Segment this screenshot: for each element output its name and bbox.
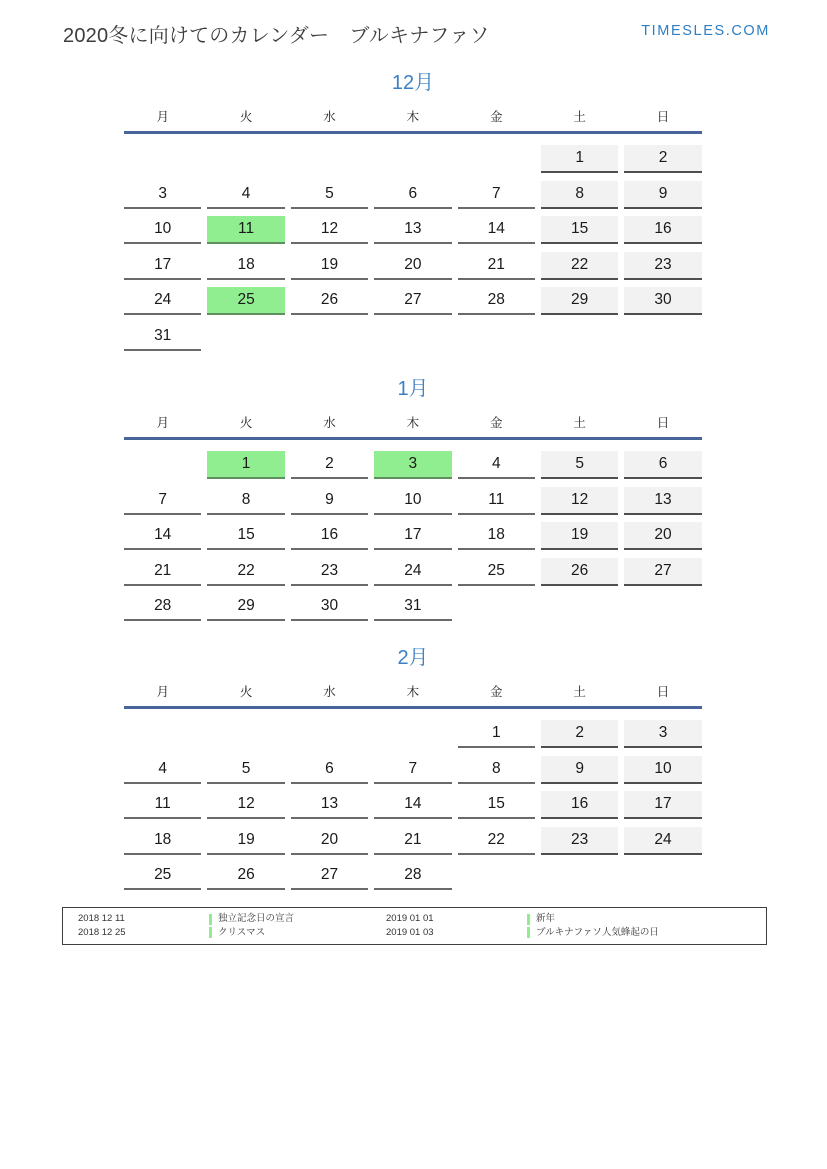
weeks-grid [124,451,702,621]
day-cell: 21 [458,252,535,280]
month-title: 2月 [397,647,429,669]
legend-box [62,907,767,945]
day-cell: 10 [124,216,201,244]
day-cell: 19 [207,827,284,855]
site-link[interactable]: TIMESLES.COM [641,23,770,39]
month-calendar-2 [124,376,702,621]
day-cell: 14 [124,522,201,550]
weekend-day-cell: 19 [541,522,618,550]
legend-entry [209,927,386,940]
weekend-day-cell: 27 [624,558,701,586]
legend-dates-column [386,913,527,939]
weekday-label: 火 [239,416,253,430]
weekday-label: 水 [323,110,336,124]
weekend-day-cell: 10 [624,756,701,784]
month-title: 1月 [397,378,429,400]
day-cell: 6 [374,181,451,209]
day-cell: 28 [124,593,201,621]
empty-cell [291,145,368,173]
day-cell: 19 [291,252,368,280]
weekday-label: 月 [156,110,169,124]
legend-entry [209,913,386,926]
day-cell: 8 [458,756,535,784]
day-cell: 17 [124,252,201,280]
weekend-day-cell: 23 [541,827,618,855]
day-cell: 7 [458,181,535,209]
day-cell: 16 [291,522,368,550]
weekend-day-cell: 2 [541,720,618,748]
day-cell: 25 [124,862,201,890]
weekday-header-row [124,108,702,126]
weekend-day-cell: 29 [541,287,618,315]
legend-date: 2018 12 25 [78,926,126,938]
weekday-label: 木 [406,685,420,699]
weekend-day-cell: 23 [624,252,701,280]
empty-cell [624,323,701,351]
weekend-day-cell: 9 [541,756,618,784]
day-cell: 15 [207,522,284,550]
weekend-day-cell: 9 [624,181,701,209]
day-cell: 28 [374,862,451,890]
holiday-day-cell: 11 [207,216,284,244]
day-cell: 6 [291,756,368,784]
empty-cell [458,145,535,173]
day-cell: 26 [291,287,368,315]
empty-cell [124,145,201,173]
day-cell: 23 [291,558,368,586]
day-cell: 20 [291,827,368,855]
day-cell: 2 [291,451,368,479]
day-cell: 4 [458,451,535,479]
weeks-grid [124,145,702,351]
day-cell: 27 [374,287,451,315]
empty-cell [374,720,451,748]
empty-cell [291,720,368,748]
day-cell: 31 [374,593,451,621]
day-cell: 22 [458,827,535,855]
empty-cell [541,593,618,621]
day-cell: 5 [291,181,368,209]
header-separator-line [124,437,702,440]
month-calendar-3 [124,645,702,890]
weekday-label: 木 [406,110,420,124]
day-cell: 7 [374,756,451,784]
weekday-label: 金 [490,110,503,124]
weekday-label: 土 [573,685,586,699]
weekday-label: 火 [239,110,253,124]
empty-cell [624,862,701,890]
weekday-label: 金 [490,685,503,699]
holiday-marker-icon [209,914,212,925]
empty-cell [207,720,284,748]
legend-holiday-name: 独立記念日の宣言 [218,913,295,924]
holiday-day-cell: 25 [207,287,284,315]
day-cell: 5 [207,756,284,784]
legend-names-column [527,913,766,939]
weekend-day-cell: 30 [624,287,701,315]
empty-cell [124,720,201,748]
day-cell: 21 [124,558,201,586]
weekend-day-cell: 17 [624,791,701,819]
empty-cell [541,323,618,351]
day-cell: 15 [458,791,535,819]
legend-names-column [209,913,386,939]
day-cell: 14 [458,216,535,244]
weekend-day-cell: 2 [624,145,701,173]
weekday-label: 月 [156,685,169,699]
day-cell: 22 [207,558,284,586]
legend-date: 2019 01 01 [386,913,434,924]
day-cell: 13 [374,216,451,244]
holiday-marker-icon [209,927,212,938]
weekday-label: 土 [573,416,586,430]
month-title: 12月 [391,72,435,94]
empty-cell [624,593,701,621]
legend-entry [527,913,766,926]
day-cell: 7 [124,487,201,515]
legend-holiday-name: ブルキナファソ人気蜂起の日 [536,926,659,938]
page-title: 2020冬に向けてのカレンダー ブルキナファソ [63,25,490,47]
weekday-label: 金 [490,416,503,430]
empty-cell [291,323,368,351]
day-cell: 1 [458,720,535,748]
day-cell: 27 [291,862,368,890]
day-cell: 11 [458,487,535,515]
empty-cell [374,145,451,173]
weekday-label: 火 [239,685,253,699]
empty-cell [541,862,618,890]
weekend-day-cell: 26 [541,558,618,586]
weekend-day-cell: 8 [541,181,618,209]
holiday-day-cell: 1 [207,451,284,479]
weekend-day-cell: 12 [541,487,618,515]
weekday-label: 土 [573,110,586,124]
weekend-day-cell: 1 [541,145,618,173]
day-cell: 31 [124,323,201,351]
day-cell: 30 [291,593,368,621]
weekday-label: 水 [323,416,336,430]
day-cell: 12 [291,216,368,244]
day-cell: 3 [124,181,201,209]
weekend-day-cell: 13 [624,487,701,515]
weekend-day-cell: 16 [541,791,618,819]
weekday-label: 日 [656,110,670,124]
weekend-day-cell: 5 [541,451,618,479]
day-cell: 26 [207,862,284,890]
day-cell: 29 [207,593,284,621]
day-cell: 18 [458,522,535,550]
holiday-marker-icon [527,914,530,925]
empty-cell [374,323,451,351]
weekday-label: 日 [656,416,670,430]
day-cell: 11 [124,791,201,819]
day-cell: 24 [374,558,451,586]
day-cell: 12 [207,791,284,819]
day-cell: 14 [374,791,451,819]
weekday-label: 月 [156,416,169,430]
legend-holiday-name: クリスマス [218,926,266,938]
weekday-label: 木 [406,416,420,430]
empty-cell [207,323,284,351]
weekday-label: 水 [323,685,336,699]
month-calendar-1 [124,70,702,351]
day-cell: 4 [207,181,284,209]
day-cell: 13 [291,791,368,819]
legend-date: 2019 01 03 [386,926,434,938]
day-cell: 24 [124,287,201,315]
weekend-day-cell: 6 [624,451,701,479]
empty-cell [458,323,535,351]
day-cell: 9 [291,487,368,515]
legend-date: 2018 12 11 [78,913,125,924]
empty-cell [207,145,284,173]
empty-cell [458,593,535,621]
day-cell: 4 [124,756,201,784]
day-cell: 28 [458,287,535,315]
weekend-day-cell: 3 [624,720,701,748]
weekend-day-cell: 24 [624,827,701,855]
legend-entry [527,927,766,940]
day-cell: 10 [374,487,451,515]
header-separator-line [124,706,702,709]
legend-dates-column [78,913,209,939]
legend-holiday-name: 新年 [536,913,556,924]
weekend-day-cell: 20 [624,522,701,550]
holiday-marker-icon [527,927,530,938]
day-cell: 18 [124,827,201,855]
weekday-header-row [124,414,702,432]
day-cell: 17 [374,522,451,550]
weekend-day-cell: 16 [624,216,701,244]
holiday-day-cell: 3 [374,451,451,479]
weekend-day-cell: 15 [541,216,618,244]
day-cell: 8 [207,487,284,515]
day-cell: 25 [458,558,535,586]
weekday-header-row [124,683,702,701]
empty-cell [458,862,535,890]
weeks-grid [124,720,702,890]
weekday-label: 日 [656,685,670,699]
day-cell: 18 [207,252,284,280]
weekend-day-cell: 22 [541,252,618,280]
day-cell: 20 [374,252,451,280]
header-separator-line [124,131,702,134]
empty-cell [124,451,201,479]
day-cell: 21 [374,827,451,855]
